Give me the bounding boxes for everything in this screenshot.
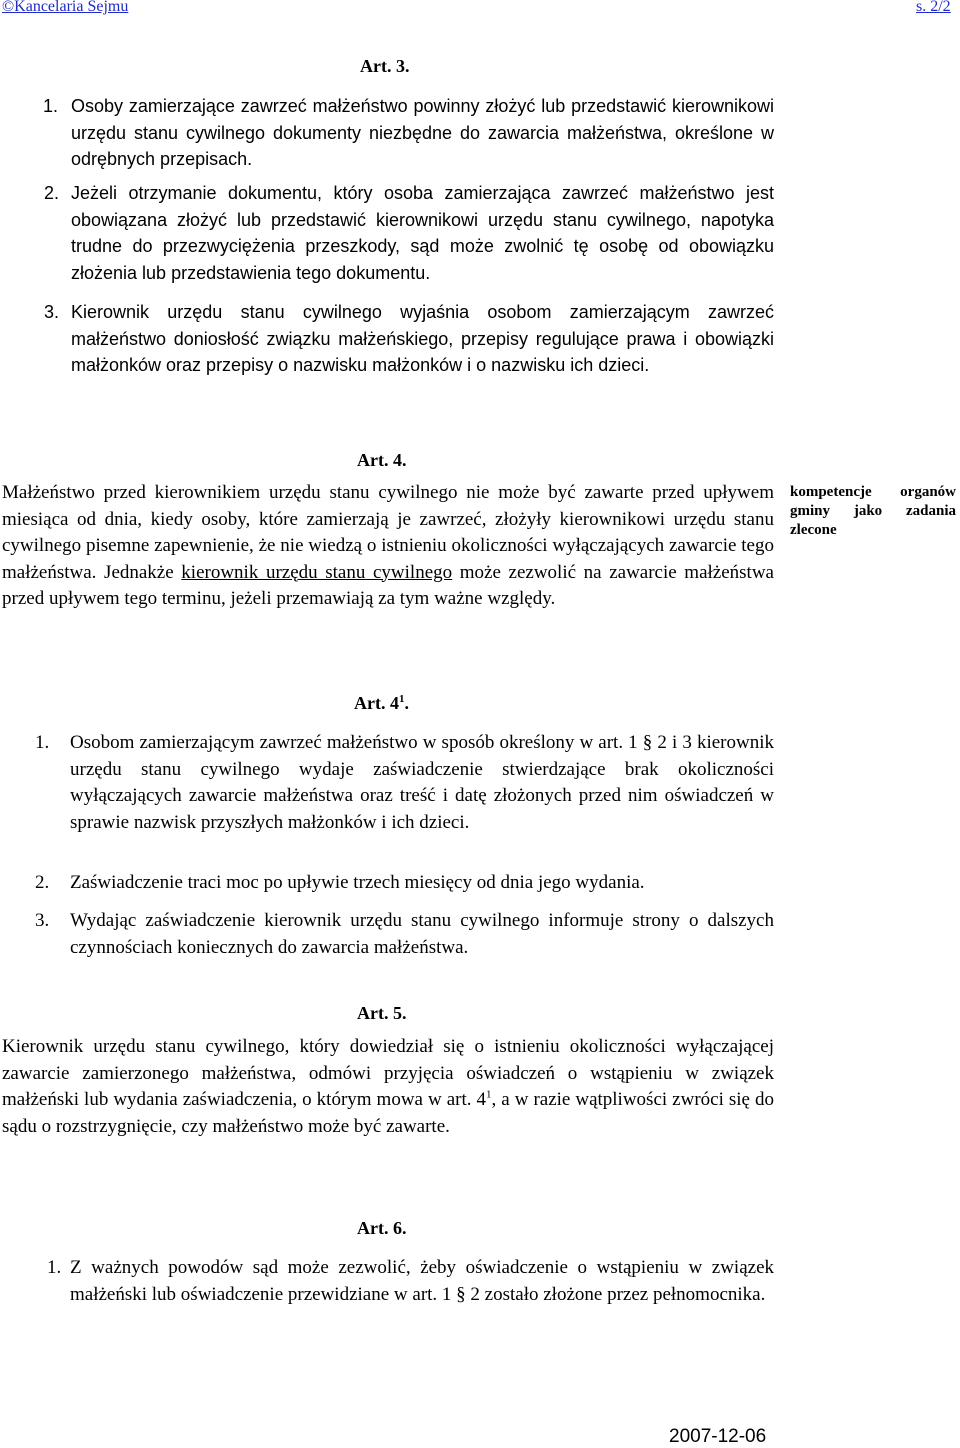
art-4-1-title bbox=[354, 693, 409, 714]
art-3-paragraph-1 bbox=[43, 93, 774, 173]
art-3-p3-text: Kierownik urzędu stanu cywilnego wyjaśnia osobom zamierzającym zawrzeć małżeństwo doniosłość związku małżeńskiego, przepisy regulujące prawa i obowiązki małżonków oraz przepisy o nazwisku małżonków i o nazwisku ich dzieci. bbox=[71, 302, 774, 375]
art-5-title: Art. 5. bbox=[357, 1003, 407, 1023]
art-4-1-p1-number: 1. bbox=[35, 732, 50, 753]
kancelaria-sejmu-link[interactable]: ©Kancelaria Sejmu bbox=[2, 0, 129, 15]
art-4-1-paragraph-3 bbox=[30, 908, 774, 961]
art-4-text bbox=[2, 480, 774, 613]
art-3-paragraph-3 bbox=[27, 299, 774, 379]
art-5-sup: 1 bbox=[486, 1088, 492, 1101]
art-4-1-title-end: . bbox=[404, 693, 409, 713]
art-4-1-paragraph-1 bbox=[30, 730, 774, 836]
art-3-title: Art. 3. bbox=[360, 56, 410, 76]
document-date: 2007-12-06 bbox=[669, 1426, 767, 1447]
art-4-underlined-authority: kierownik urzędu stanu cywilnego bbox=[181, 561, 453, 583]
art-4-1-p3-text: Wydając zaświadczenie kierownik urzędu stanu cywilnego informuje strony o dalszych czynnościach koniecznych do zawarcia małżeństwa. bbox=[70, 910, 774, 958]
art-4-title: Art. 4. bbox=[357, 450, 407, 470]
art-6-p1-number: 1. bbox=[47, 1257, 62, 1278]
art-4-1-title-sup: 1 bbox=[398, 693, 405, 705]
page-number-link[interactable]: s. 2/2 bbox=[916, 0, 951, 15]
art-4-1-p2-text: Zaświadczenie traci moc po upływie trzech miesięcy od dnia jego wydania. bbox=[70, 872, 645, 893]
art-3-p1-number: 1. bbox=[43, 96, 59, 116]
art-3-paragraph-2 bbox=[27, 180, 774, 286]
art-5-text bbox=[2, 1034, 774, 1140]
art-4-1-p1-text: Osobom zamierzającym zawrzeć małżeństwo w sposób określony w art. 1 § 2 i 3 kierownik urzędu stanu cywilnego wydaje zaświadczenie stwierdzające brak okoliczności wyłączających zawarcie małżeństwa oraz treść i datę złożonych przed nim oświadczeń w sprawie nazwisk przyszłych małżonków i ich dzieci. bbox=[70, 732, 774, 833]
art-4-1-paragraph-2 bbox=[30, 870, 774, 897]
art-4-1-title-text: Art. 4 bbox=[354, 693, 399, 713]
art-4-text-part-1: Małżeństwo przed kierownikiem urzędu stanu cywilnego nie może być zawarte przed upływem miesiąca od dnia, kiedy osoby, które zamierzają je zawrzeć, złożyły kierownikowi urzędu stanu cywilnego pisemne zapewnienie, że nie wiedzą o istnieniu okoliczności wyłączających zawarcie tego małżeństwa. Jednakże bbox=[2, 482, 774, 583]
art-3-p2-text: Jeżeli otrzymanie dokumentu, który osoba zamierzająca zawrzeć małżeństwo jest obowiązana złożyć lub przedstawić kierownikowi urzędu stanu cywilnego, napotyka trudne do przezwyciężenia przeszkody, sąd może zwolnić tę osobę od obowiązku złożenia lub przedstawienia tego dokumentu. bbox=[71, 183, 774, 283]
art-6-paragraph-1 bbox=[30, 1255, 774, 1308]
art-5-text-part-2: , a w razie wątpliwości zwróci się do sądu o rozstrzygnięcie, czy małżeństwo może być zawarte. bbox=[2, 1089, 774, 1137]
art-3-p2-number: 2. bbox=[44, 183, 60, 203]
margin-note-competences: kompetencje organów gminy jako zadania zlecone bbox=[790, 484, 956, 538]
art-3-p3-number: 3. bbox=[44, 302, 60, 322]
art-4-text-part-2: może zezwolić na zawarcie małżeństwa przed upływem tego terminu, jeżeli przemawiają za tym ważne względy. bbox=[2, 561, 774, 609]
art-4-1-p3-number: 3. bbox=[35, 910, 50, 931]
art-6-p1-text: Z ważnych powodów sąd może zezwolić, żeby oświadczenie o wstąpieniu w związek małżeński lub oświadczenie przewidziane w art. 1 § 2 zostało złożone przez pełnomocnika. bbox=[70, 1257, 774, 1305]
art-5-text-part-1: Kierownik urzędu stanu cywilnego, który dowiedział się o istnieniu okoliczności wyłączającej zawarcie zamierzonego małżeństwa, odmówi przyjęcia oświadczeń o wstąpieniu w związek małżeński lub wydania zaświadczenia, o którym mowa w art. 4 bbox=[2, 1036, 774, 1110]
art-6-title: Art. 6. bbox=[357, 1218, 407, 1238]
art-3-p1-text: Osoby zamierzające zawrzeć małżeństwo powinny złożyć lub przedstawić kierownikowi urzędu stanu cywilnego dokumenty niezbędne do zawarcia małżeństwa, określone w odrębnych przepisach. bbox=[71, 96, 774, 169]
art-4-1-p2-number: 2. bbox=[35, 872, 50, 893]
